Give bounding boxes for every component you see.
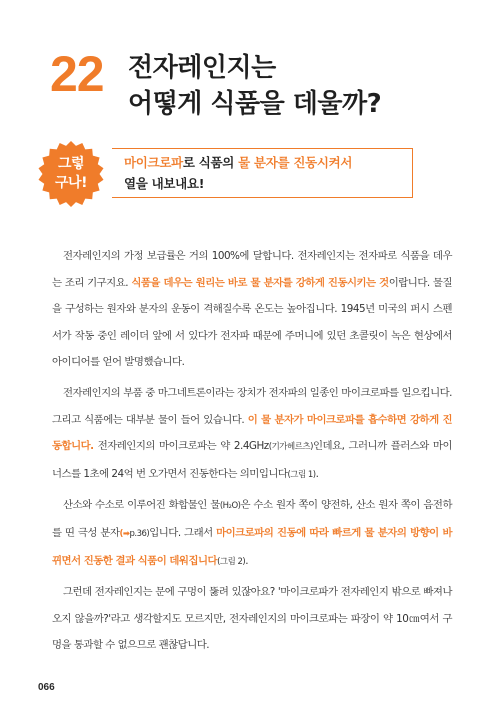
highlight-text: 식품을 데우는 원리는 바로 물 분자를 강하게 진동시키는 것 [131,276,389,289]
text-segment: 이랍니다. 물질을 구성하는 원자와 분자의 운동이 격해질수록 온도는 높아집니다. 1945년 미국의 퍼시 스펜서가 작동 중인 레이더 앞에 서 있다가 전자파 때문에 주머니에 있던 초콜릿이 녹은 현상에서 아이디어를 얻어 발명했습니다. [52,276,452,369]
text-segment: . [315,467,319,480]
text-segment: 은 수소 원자 쪽이 양전하, 산소 원자 쪽이 음전하를 띤 극성 분자 [52,499,452,539]
unit-note: (기가헤르츠) [268,442,313,453]
summary-badge [37,140,105,208]
figure-reference: (그림 1) [287,469,316,480]
badge-label [37,155,105,193]
text-segment: 입니다. 그래서 [149,526,217,539]
paragraph-1 [52,243,452,376]
highlight-text: 이 물 분자가 마이크로파를 흡수하면 강하게 진동합니다. [52,413,452,453]
callout-highlight-water: 물 분자를 진동시켜서 [238,155,353,170]
text-segment: . [245,554,249,567]
text-segment: 전자레인지의 마이크로파는 약 2.4GHz [93,440,269,453]
text-segment: 전자레인지의 부품 중 마그네트론이라는 장치가 전자파의 일종인 마이크로파를 일으킵니다. 그리고 식품에는 대부분 물이 들어 있습니다. [52,386,452,426]
callout-highlight-microwave: 마이크로파 [124,155,183,170]
chapter-title [128,50,381,122]
callout-line-2: 열을 내보내요! [124,176,205,191]
chapter-title-line-2: 어떻게 식품을 데울까? [128,89,382,119]
arrow-right-icon: (➡ [119,528,130,539]
article-body [52,243,452,659]
paragraph-2 [52,380,452,488]
summary-callout [124,152,352,194]
text-segment: 인데요, 그러니까 플러스와 마이너스를 1초에 24억 번 오가면서 진동한다는 의미입니다 [52,440,452,480]
badge-line-2: 구나! [55,175,87,191]
paragraph-3 [52,492,452,575]
text-segment: 산소와 수소로 이루어진 화합물인 물 [63,499,220,512]
formula-note: (H₂O) [219,501,241,512]
chapter-number: 22 [50,46,104,102]
paragraph-4 [52,579,452,659]
page-number: 066 [38,682,55,693]
callout-line-1 [124,152,352,173]
page-reference: p.36) [129,528,150,539]
badge-line-1: 그렇 [57,156,85,172]
callout-text-segment: 로 식품의 [182,155,239,170]
highlight-text: 마이크로파의 진동에 따라 빠르게 물 분자의 방향이 바뀌면서 진동한 결과 식품이 데워집니다 [52,526,452,567]
text-segment: 그런데 전자레인지는 문에 구멍이 뚫려 있잖아요? '마이크로파가 전자레인지 밖으로 빠져나오지 않을까?'라고 생각할지도 모르지만, 전자레인지의 마이크로파는 파장이 약 10㎝여서 구멍을 통과할 수 없으므로 괜찮답니다. [52,586,452,652]
figure-reference: (그림 2) [217,556,246,567]
chapter-title-line-1: 전자레인지는 [128,53,276,83]
text-segment: 전자레인지의 가정 보급률은 거의 100%에 달합니다. 전자레인지는 전자파로 식품을 데우는 조리 기구지요. [52,250,452,289]
